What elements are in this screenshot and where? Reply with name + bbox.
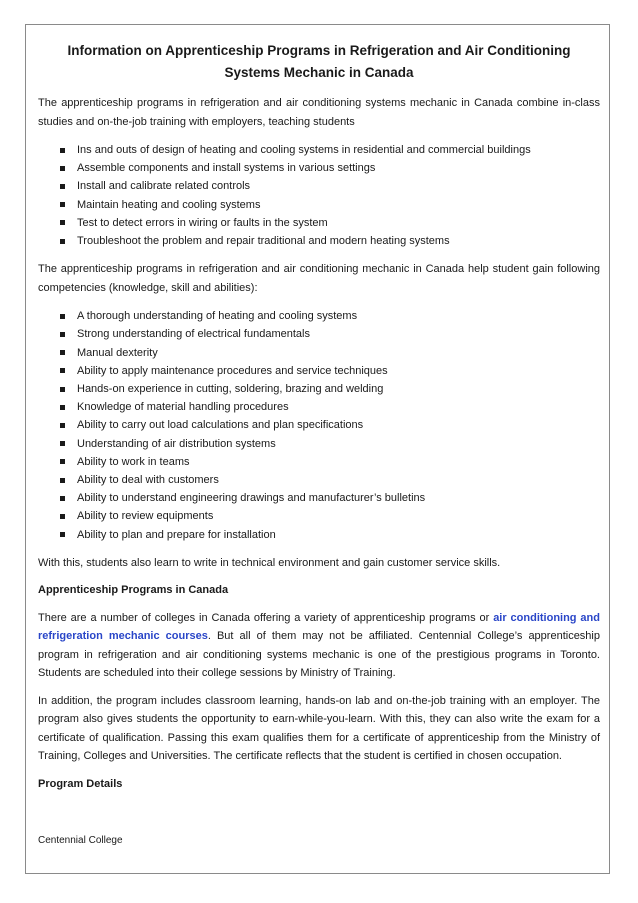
- courses-link[interactable]: air conditioning and refrigeration mechanic courses: [38, 611, 600, 643]
- list-item-text: Install and calibrate related controls: [77, 180, 251, 193]
- competencies-intro: The apprenticeship programs in refrigeration and air conditioning mechanic in Canada help student gain following competencies (knowledge, skill and abilities):: [38, 263, 600, 294]
- list-item: [38, 489, 600, 507]
- list-item: [38, 177, 600, 195]
- list-item: [38, 196, 600, 214]
- bullet-icon: [60, 148, 65, 153]
- list-item: [38, 325, 600, 343]
- list-item-text: Hands-on experience in cutting, soldering, brazing and welding: [77, 383, 384, 396]
- list-item: [38, 141, 600, 159]
- closing-sentence: With this, students also learn to write in technical environment and gain customer service skills.: [38, 556, 501, 569]
- list-item: [38, 435, 600, 453]
- list-item-text: Ability to plan and prepare for installation: [77, 528, 276, 541]
- list-item: [38, 471, 600, 489]
- list-item: [38, 398, 600, 416]
- list-item: [38, 307, 600, 325]
- bullet-icon: [60, 368, 65, 373]
- bullet-icon: [60, 459, 65, 464]
- bullet-icon: [60, 387, 65, 392]
- bullet-icon: [60, 184, 65, 189]
- list-item-text: Maintain heating and cooling systems: [77, 198, 261, 211]
- list-item-text: Strong understanding of electrical fundamentals: [77, 328, 310, 341]
- intro-paragraph: The apprenticeship programs in refrigeration and air conditioning systems mechanic in Canada combine in-class studies and on-the-job training with employers, teaching students: [38, 97, 600, 128]
- colleges-paragraph: [38, 609, 600, 683]
- competency-list: [38, 307, 600, 544]
- section-heading: Apprenticeship Programs in Canada: [38, 584, 229, 597]
- list-item-text: Test to detect errors in wiring or faults in the system: [77, 216, 328, 229]
- bullet-icon: [60, 478, 65, 483]
- bullet-icon: [60, 314, 65, 319]
- list-item-text: Troubleshoot the problem and repair traditional and modern heating systems: [77, 235, 450, 248]
- list-item-text: Ability to apply maintenance procedures and service techniques: [77, 364, 388, 377]
- list-item: [38, 362, 600, 380]
- bullet-icon: [60, 202, 65, 207]
- bullet-icon: [60, 220, 65, 225]
- list-item-text: Knowledge of material handling procedures: [77, 401, 289, 414]
- colleges-text-after: . But all of them may not be affiliated. Centennial College’s apprenticeship program in refrigeration and air conditioning systems mechanic is one of the prestigious programs in Toronto. Students are scheduled into their college sessions by Ministry of Training.: [38, 630, 600, 680]
- bullet-icon: [60, 350, 65, 355]
- program-paragraph: In addition, the program includes classroom learning, hands-on lab and on-the-job training with an employer. The program also gives students the opportunity to earn-while-you-learn. With this, they can also write the exam for a certificate of qualification. Passing this exam qualifies them for a certificate of apprenticeship from the Ministry of Training, Colleges and Universities. The certificate reflects that the student is certified in chosen occupation.: [38, 694, 600, 763]
- list-item-text: Ability to carry out load calculations and plan specifications: [77, 419, 364, 432]
- document-body: [38, 40, 600, 793]
- bullet-icon: [60, 532, 65, 537]
- list-item: [38, 232, 600, 250]
- list-item: [38, 526, 600, 544]
- list-item-text: Assemble components and install systems in various settings: [77, 162, 376, 175]
- bullet-icon: [60, 166, 65, 171]
- colleges-text-before: There are a number of colleges in Canada offering a variety of apprenticeship programs or: [38, 611, 494, 624]
- page-footer: Centennial College: [38, 835, 123, 846]
- list-item-text: Ability to review equipments: [77, 510, 214, 523]
- teaching-list: [38, 141, 600, 250]
- list-item: [38, 380, 600, 398]
- bullet-icon: [60, 514, 65, 519]
- bullet-icon: [60, 441, 65, 446]
- bullet-icon: [60, 405, 65, 410]
- list-item: [38, 159, 600, 177]
- bullet-icon: [60, 239, 65, 244]
- list-item: [38, 344, 600, 362]
- document-title: Information on Apprenticeship Programs in Refrigeration and Air Conditioning Systems Mechanic in Canada: [67, 43, 571, 80]
- list-item-text: Ability to understand engineering drawings and manufacturer’s bulletins: [77, 492, 426, 505]
- bullet-icon: [60, 496, 65, 501]
- list-item: [38, 416, 600, 434]
- list-item-text: Ability to deal with customers: [77, 474, 219, 487]
- list-item-text: Understanding of air distribution systems: [77, 437, 276, 450]
- program-details-heading: Program Details: [38, 777, 123, 790]
- list-item: [38, 453, 600, 471]
- list-item-text: Manual dexterity: [77, 346, 158, 359]
- list-item-text: A thorough understanding of heating and cooling systems: [77, 310, 358, 323]
- bullet-icon: [60, 332, 65, 337]
- list-item-text: Ins and outs of design of heating and cooling systems in residential and commercial buildings: [77, 144, 531, 156]
- list-item: [38, 507, 600, 525]
- list-item: [38, 214, 600, 232]
- bullet-icon: [60, 423, 65, 428]
- list-item-text: Ability to work in teams: [77, 455, 190, 468]
